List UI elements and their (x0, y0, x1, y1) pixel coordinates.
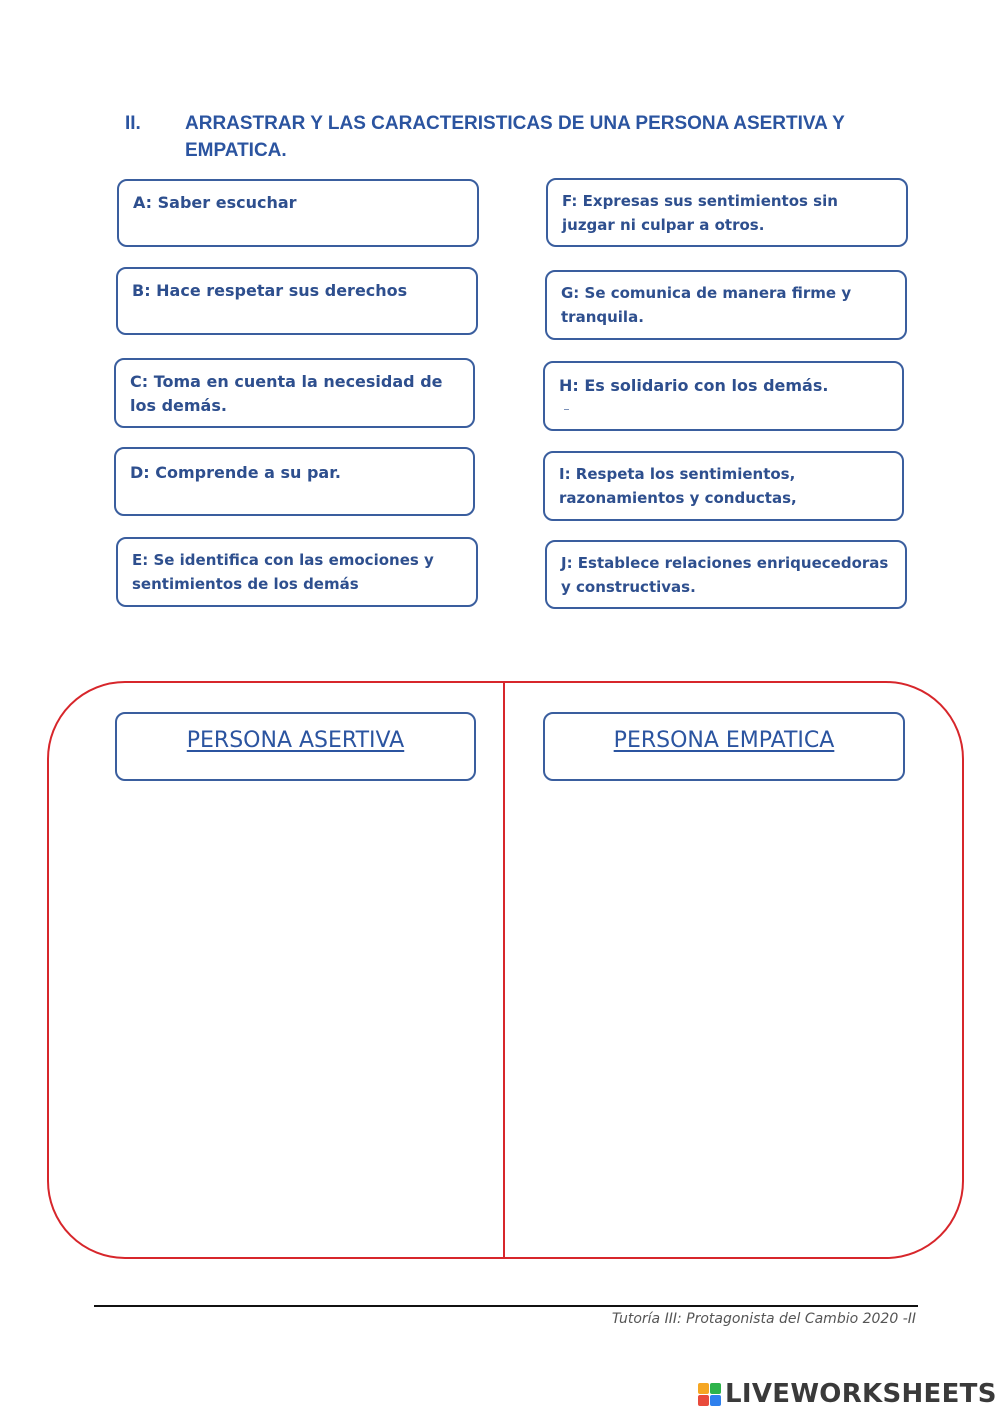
liveworksheets-icon (698, 1383, 721, 1406)
liveworksheets-wordmark: LIVEWORKSHEETS (725, 1379, 997, 1409)
liveworksheets-logo (698, 1379, 997, 1409)
column-title-asertiva: PERSONA ASERTIVA (186, 728, 405, 753)
drag-item-b[interactable]: B: Hace respetar sus derechos (116, 267, 478, 335)
column-header-asertiva (115, 712, 476, 781)
drag-item-f[interactable]: F: Expresas sus sentimientos sin juzgar ni culpar a otros. (546, 178, 908, 247)
column-title-empatica: PERSONA EMPATICA (613, 728, 835, 753)
drag-item-c[interactable]: C: Toma en cuenta la necesidad de los demás. (114, 358, 475, 428)
footer-rule (94, 1305, 918, 1307)
board-divider (503, 681, 505, 1259)
stray-dash (564, 409, 569, 410)
section-number: II. (125, 113, 141, 134)
column-header-empatica (543, 712, 905, 781)
drag-item-g[interactable]: G: Se comunica de manera firme y tranquila. (545, 270, 907, 340)
drag-item-j[interactable]: J: Establece relaciones enriquecedoras y constructivas. (545, 540, 907, 609)
section-heading: ARRASTRAR Y LAS CARACTERISTICAS DE UNA PERSONA ASERTIVA Y EMPATICA. (185, 113, 845, 161)
drag-item-d[interactable]: D: Comprende a su par. (114, 447, 475, 516)
drop-zone-asertiva[interactable] (60, 790, 498, 1250)
footer-caption: Tutoría III: Protagonista del Cambio 2020 -II (611, 1311, 916, 1327)
drop-zone-empatica[interactable] (510, 790, 950, 1250)
drag-item-h[interactable]: H: Es solidario con los demás. (543, 361, 904, 431)
drag-item-i[interactable]: I: Respeta los sentimientos, razonamientos y conductas, (543, 451, 904, 521)
drag-item-e[interactable]: E: Se identifica con las emociones y sentimientos de los demás (116, 537, 478, 607)
drag-item-a[interactable]: A: Saber escuchar (117, 179, 479, 247)
